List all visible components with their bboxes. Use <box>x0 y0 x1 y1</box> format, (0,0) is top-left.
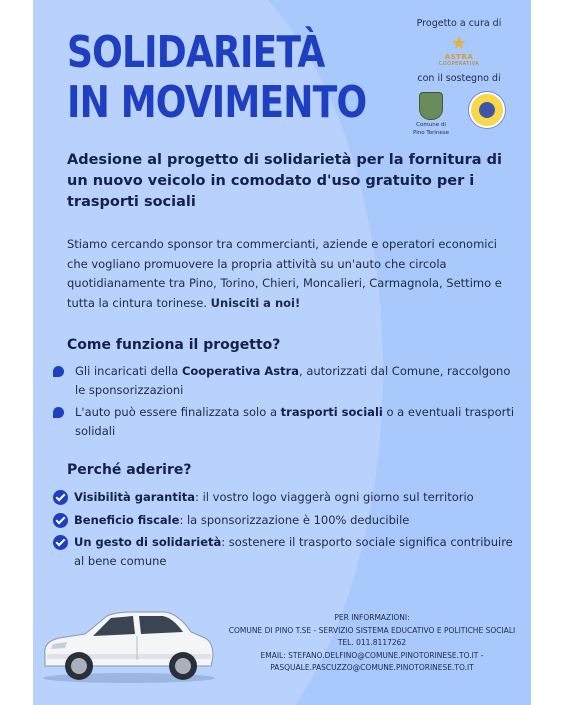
star-icon: ★ <box>450 33 468 54</box>
info-line-2: COMUNE DI PINO T.SE - SERVIZIO SISTEMA EDUCATIVO E POLITICHE SOCIALI <box>228 625 516 635</box>
comune-label-1: Comune di <box>416 122 446 128</box>
why-list <box>53 488 523 574</box>
how-list <box>53 362 523 444</box>
astra-logo-name: ASTRA <box>444 53 474 61</box>
list-item: L'auto può essere finalizzata solo a trasporti sociali o a eventuali trasporti solidali <box>53 403 523 440</box>
crest-icon <box>419 92 443 120</box>
comune-logo <box>413 92 449 136</box>
bullet-icon <box>53 366 64 377</box>
intro-cta: Unisciti a noi! <box>210 295 301 310</box>
check-circle-icon <box>53 490 68 505</box>
page-title <box>67 28 366 128</box>
intro-text: Stiamo cercando sponsor tra commercianti, aziende e operatori economici che vogliano promuovere la propria attività su un'auto che circola quotidianamente tra Pino, Torino, Chieri, Moncalieri, Carmagnola, Settimo e tutta la cintura torinese. <box>67 237 502 310</box>
list-item: Gli incaricati della Cooperativa Astra, autorizzati dal Comune, raccolgono le sponsorizzazioni <box>53 362 523 399</box>
bullet-icon <box>53 407 64 418</box>
contact-info <box>213 612 531 675</box>
list-item: Beneficio fiscale: la sponsorizzazione è 100% deducibile <box>53 511 523 530</box>
intro-paragraph <box>67 235 515 313</box>
comune-label-2: Pino Torinese <box>413 130 450 136</box>
curated-by-label: Progetto a cura di <box>416 18 502 29</box>
info-line-1: PER INFORMAZIONI: <box>334 613 410 622</box>
check-circle-icon <box>53 513 68 528</box>
why-heading: Perché aderire? <box>67 462 192 478</box>
list-item: Un gesto di solidarietà: sostenere il trasporto sociale significa contribuire al bene comune <box>53 533 523 570</box>
seal-logo-icon <box>469 92 505 128</box>
seal-center-icon <box>479 102 495 118</box>
how-heading: Come funziona il progetto? <box>67 337 281 353</box>
title-line-1: SOLIDARIETÀ <box>67 27 325 78</box>
title-line-2: IN MOVIMENTO <box>67 77 367 128</box>
support-label: con il sostegno di <box>417 73 501 84</box>
headline: Adesione al progetto di solidarietà per la fornitura di un nuovo veicolo in comodato d'uso gratuito per i trasporti sociali <box>67 152 502 210</box>
car-image <box>37 602 217 684</box>
info-line-4: EMAIL: STEFANO.DELFINO@COMUNE.PINOTORINESE.TO.IT - <box>260 650 484 660</box>
poster <box>33 0 531 705</box>
list-item: Visibilità garantita: il vostro logo viaggerà ogni giorno sul territorio <box>53 488 523 507</box>
info-line-5: PASQUALE.PASCUZZO@COMUNE.PINOTORINESE.TO.IT <box>270 663 474 672</box>
sponsor-logos <box>403 92 515 136</box>
astra-logo-sub: COOPERATIVA <box>438 61 480 67</box>
partners-panel <box>403 18 515 136</box>
info-line-3: TEL. 011.8117262 <box>337 638 407 647</box>
check-circle-icon <box>53 535 68 550</box>
